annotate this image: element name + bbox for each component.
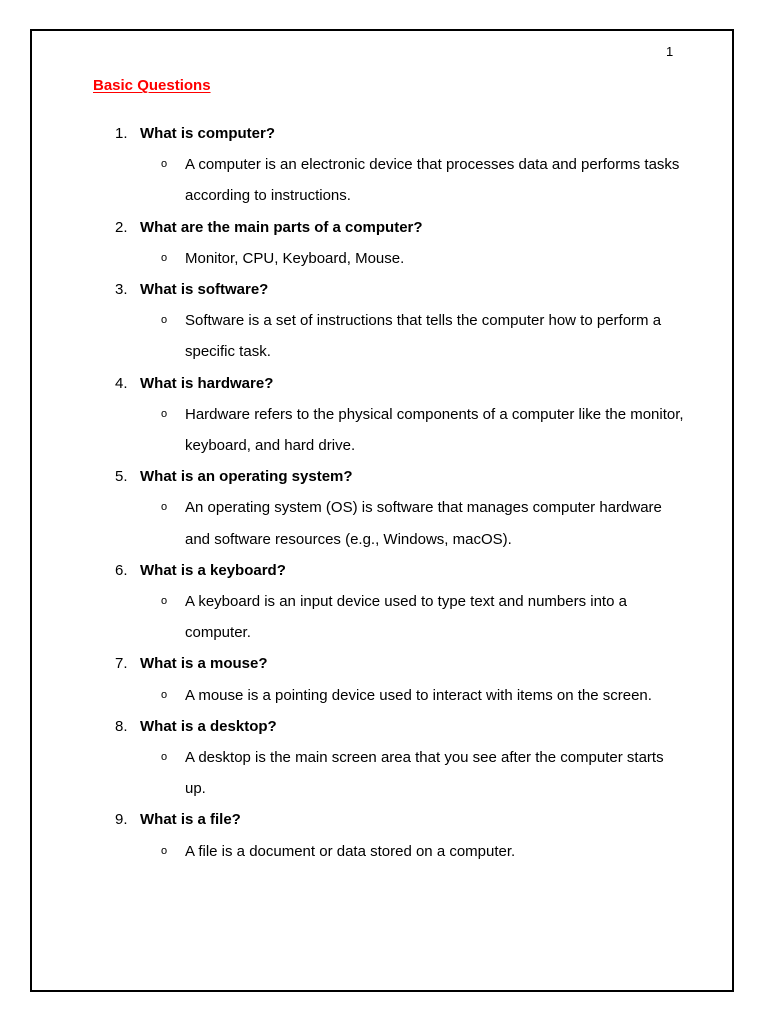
question-text: What are the main parts of a computer? [140, 218, 423, 236]
answer-text: An operating system (OS) is software that manages computer hardware and software resources (e.g., Windows, macOS). [185, 499, 662, 548]
question-number: 7. [115, 655, 128, 673]
hollow-bullet-icon: o [161, 594, 168, 607]
question-row [0, 711, 768, 742]
question-number: 5. [115, 468, 128, 486]
question-item [0, 711, 768, 805]
answer-text: A mouse is a pointing device used to interact with items on the screen. [185, 686, 652, 704]
question-text: What is an operating system? [140, 468, 353, 486]
question-number: 4. [115, 374, 128, 392]
question-row [0, 648, 768, 679]
question-number: 6. [115, 561, 128, 579]
question-item [0, 368, 768, 462]
question-row [0, 461, 768, 492]
question-number: 9. [115, 811, 128, 829]
question-item [0, 274, 768, 368]
question-number: 1. [115, 125, 128, 142]
answer-row [0, 149, 768, 211]
answer-text: Hardware refers to the physical components of a computer like the monitor, keyboard, and hard drive. [185, 405, 684, 454]
answer-row [0, 836, 768, 867]
hollow-bullet-icon: o [161, 251, 168, 264]
question-item [0, 461, 768, 555]
question-item [0, 118, 768, 212]
question-text: What is hardware? [140, 374, 274, 392]
answer-row [0, 742, 768, 804]
hollow-bullet-icon: o [161, 750, 168, 763]
hollow-bullet-icon: o [161, 688, 168, 701]
hollow-bullet-icon: o [161, 844, 168, 857]
question-item [0, 212, 768, 274]
answer-row [0, 586, 768, 648]
question-number: 2. [115, 218, 128, 236]
answer-text: Software is a set of instructions that tells the computer how to perform a specific task. [185, 312, 662, 361]
answer-row [0, 680, 768, 711]
question-text: What is a file? [140, 811, 241, 829]
hollow-bullet-icon: o [161, 314, 168, 327]
answer-row [0, 305, 768, 367]
question-row [0, 274, 768, 305]
question-item [0, 648, 768, 710]
answer-text: Monitor, CPU, Keyboard, Mouse. [185, 249, 405, 267]
question-number: 8. [115, 717, 128, 735]
question-text: What is a mouse? [140, 655, 268, 673]
question-row [0, 118, 768, 149]
question-text: What is a desktop? [140, 717, 277, 735]
question-number: 3. [115, 280, 128, 298]
hollow-bullet-icon: o [161, 501, 168, 514]
question-text: What is computer? [140, 125, 276, 142]
answer-text: A computer is an electronic device that processes data and performs tasks according to instructions. [185, 156, 680, 205]
question-row [0, 368, 768, 399]
question-text: What is software? [140, 280, 269, 298]
answer-text: A desktop is the main screen area that you see after the computer starts up. [185, 748, 664, 798]
hollow-bullet-icon: o [161, 158, 168, 171]
answer-text: A keyboard is an input device used to type text and numbers into a computer. [185, 592, 627, 642]
page-number: 1 [666, 44, 674, 59]
answer-row [0, 492, 768, 554]
question-row [0, 555, 768, 586]
question-item [0, 804, 768, 866]
section-title: Basic Questions [93, 77, 211, 94]
question-row [0, 212, 768, 243]
question-list [0, 118, 768, 867]
answer-row [0, 399, 768, 461]
answer-row [0, 243, 768, 274]
question-item [0, 555, 768, 649]
question-text: What is a keyboard? [140, 561, 286, 579]
hollow-bullet-icon: o [161, 407, 168, 420]
question-row [0, 804, 768, 835]
answer-text: A file is a document or data stored on a computer. [185, 842, 516, 860]
